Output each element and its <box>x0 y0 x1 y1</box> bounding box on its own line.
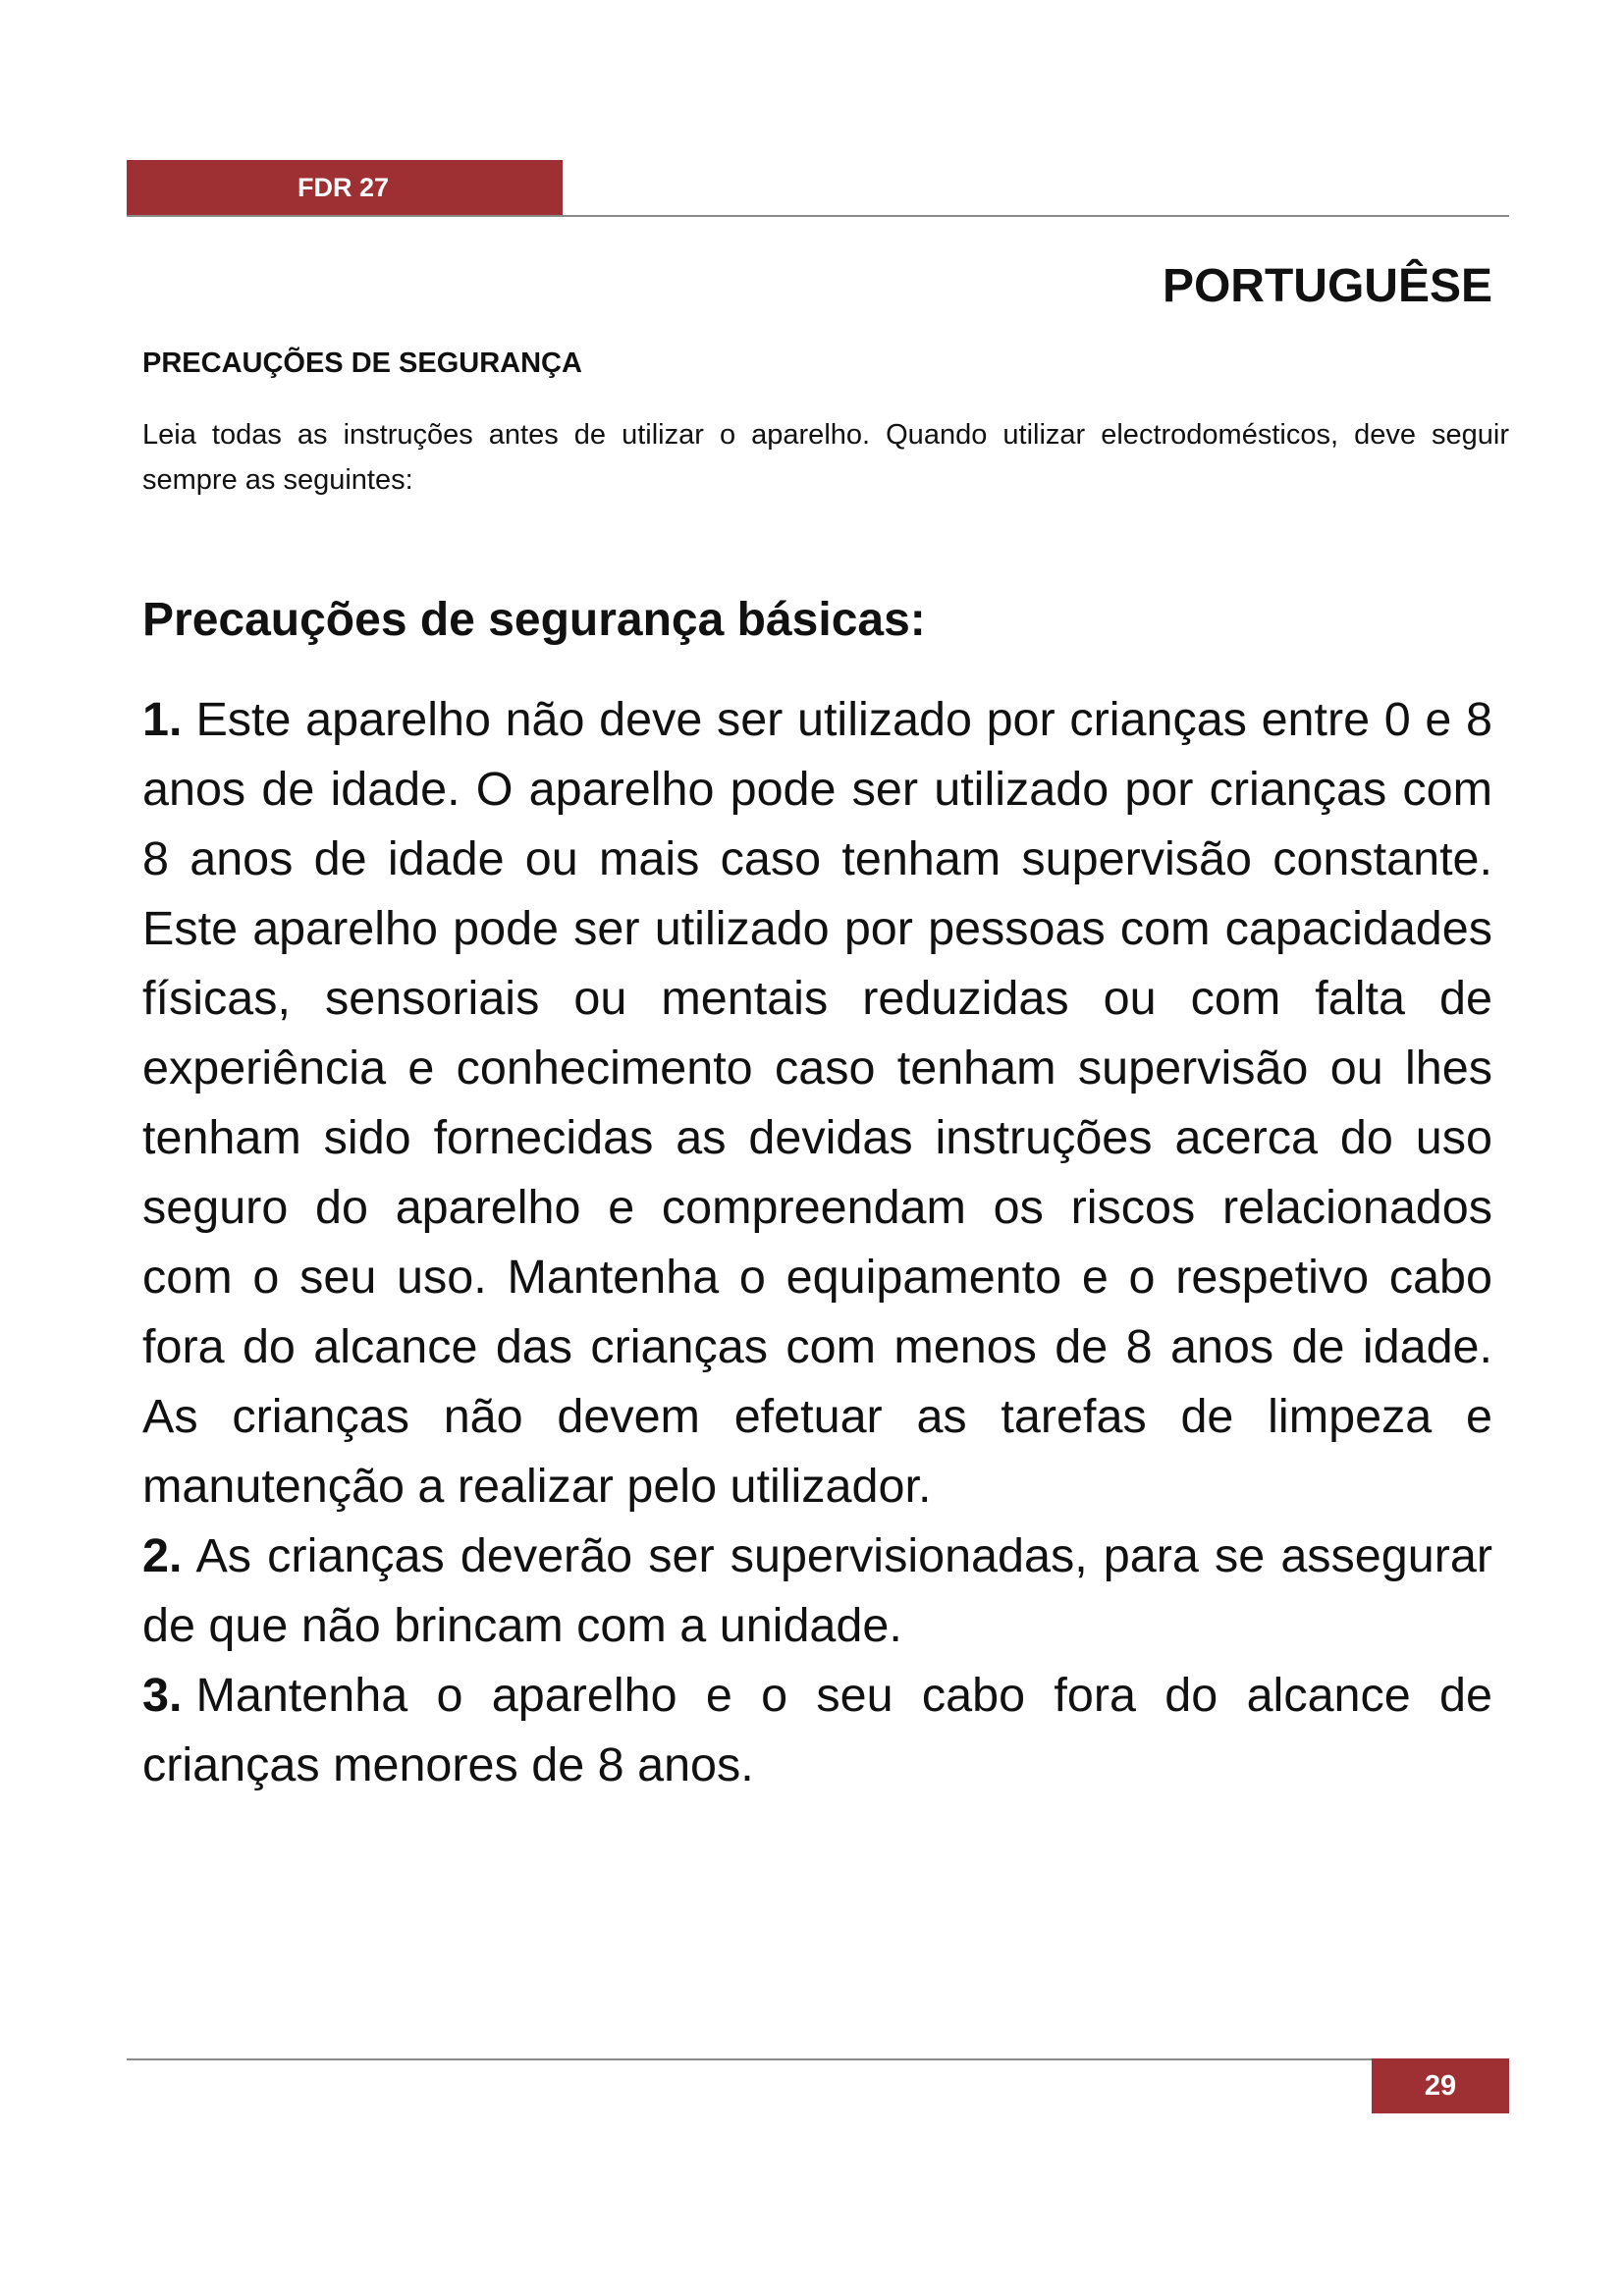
item-text: Mantenha o aparelho e o seu cabo fora do alcance de crianças menores de 8 anos. <box>142 1669 1492 1791</box>
basic-precautions-title: Precauções de segurança básicas: <box>142 594 926 646</box>
page-number: 29 <box>1424 2070 1457 2102</box>
page-number-box <box>1372 2058 1509 2113</box>
item-number: 1. <box>142 693 183 746</box>
header-divider <box>127 215 1509 217</box>
item-text: As crianças deverão ser supervisionadas, para se assegurar de que não brincam com a unidade. <box>142 1529 1492 1652</box>
item-text: Este aparelho não deve ser utilizado por crianças entre 0 e 8 anos de idade. O aparelho pode ser utilizado por crianças com 8 anos de idade ou mais caso tenham supervisão constante. Este aparelho pode ser utilizado por pessoas com capacidades físicas, sensoriais ou mentais reduzidas ou com falta de experiência e conhecimento caso tenham supervisão ou lhes tenham sido fornecidas as devidas instruções acerca do uso seguro do aparelho e compreendam os riscos relacionados com o seu uso. Mantenha o equipamento e o respetivo cabo fora do alcance das crianças com menos de 8 anos de idade. As crianças não devem efetuar as tarefas de limpeza e manutenção a realizar pelo utilizador. <box>142 693 1492 1513</box>
item-number: 3. <box>142 1669 183 1722</box>
list-item <box>142 685 1492 1522</box>
precautions-list <box>142 685 1492 1800</box>
intro-paragraph: Leia todas as instruções antes de utilizar o aparelho. Quando utilizar electrodomésticos, deve seguir sempre as seguintes: <box>142 419 1509 496</box>
item-number: 2. <box>142 1529 183 1582</box>
list-item <box>142 1522 1492 1661</box>
model-label: FDR 27 <box>298 173 390 202</box>
language-title: PORTUGUÊSE <box>1162 260 1492 312</box>
footer-divider <box>127 2058 1509 2060</box>
list-item <box>142 1661 1492 1800</box>
section-title: PRECAUÇÕES DE SEGURANÇA <box>142 347 582 379</box>
model-tab <box>127 160 563 216</box>
